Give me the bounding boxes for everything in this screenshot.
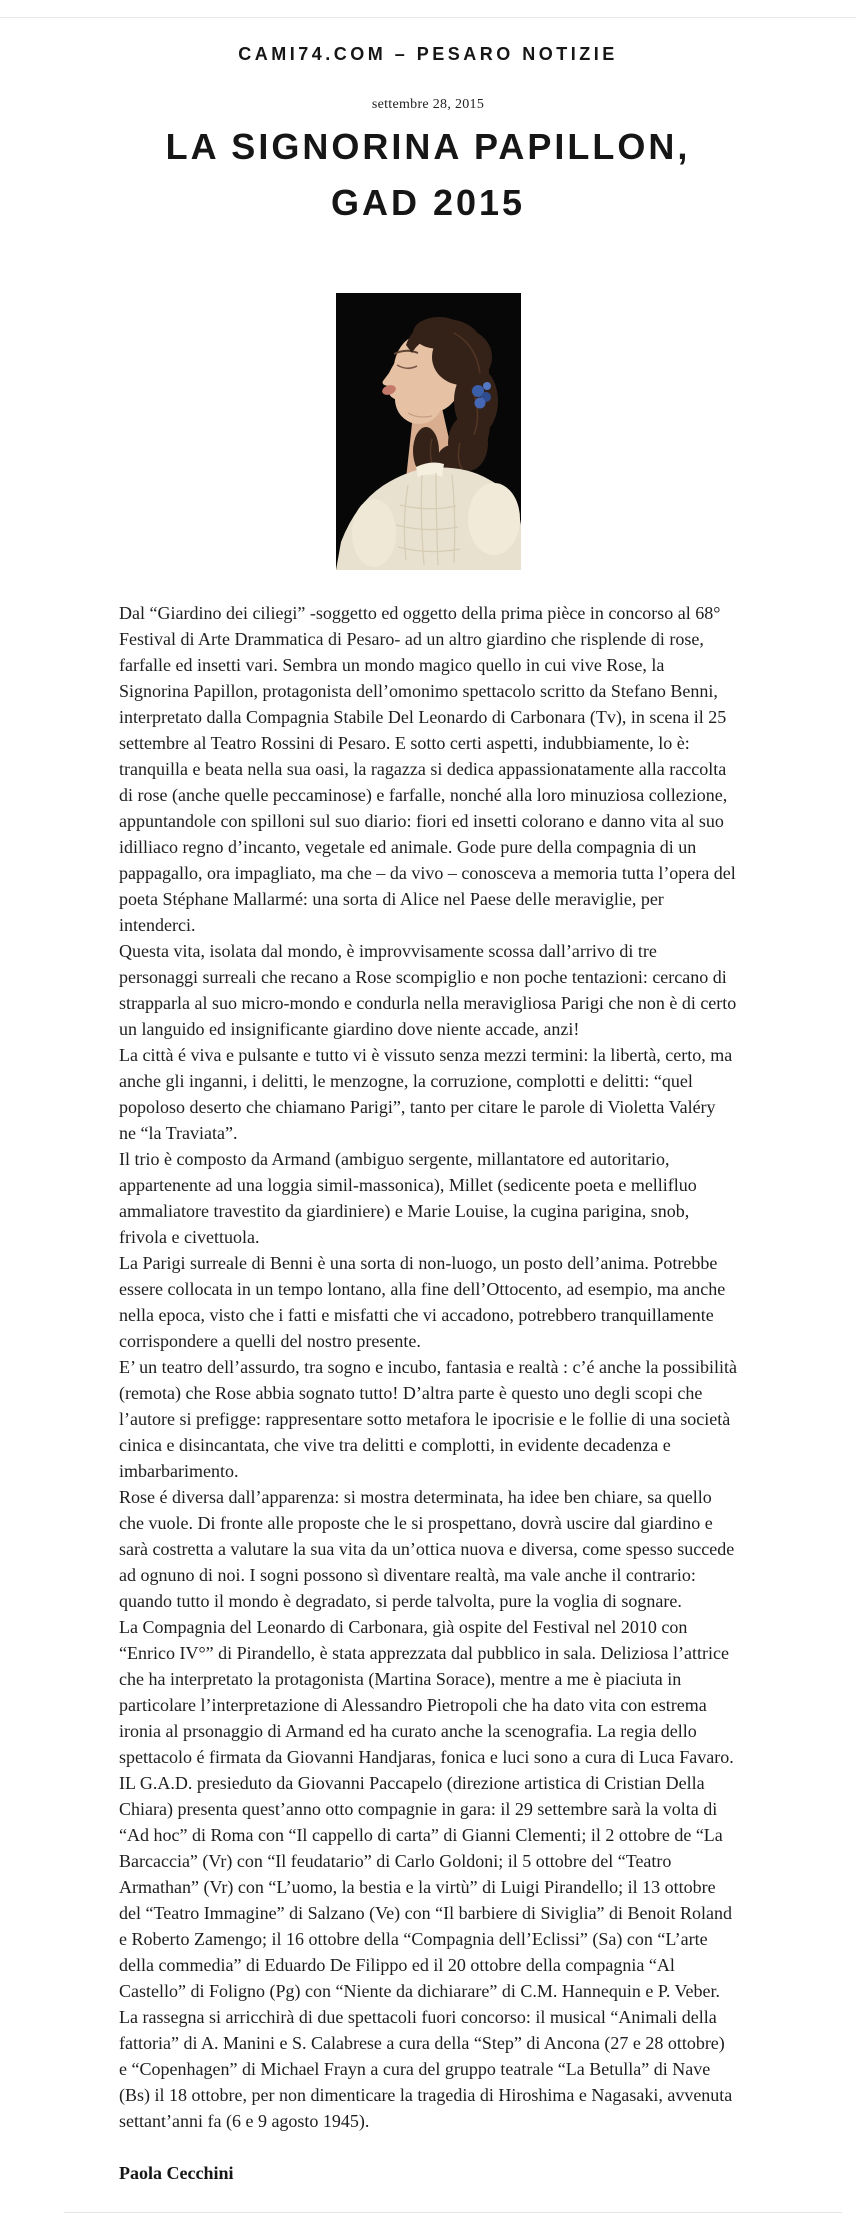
article-paragraph: La Parigi surreale di Benni è una sorta di non-luogo, un posto dell’anima. Potrebbe essere collocata in un tempo lontano, alla fine dell’Ottocento, ad esempio, ma anche nella epoca, visto che i fatti e misfatti che vi accadono, potrebbero tranquillamente corrispondere a quelli del nostro presente. [119,1252,726,1351]
post-title-line-2: GAD 2015 [330,181,526,223]
site-title-link[interactable]: CAMI74.COM – PESARO NOTIZIE [238,44,618,64]
article-paragraph: IL G.A.D. presieduto da Giovanni Paccapelo (direzione artistica di Cristian Della Chiara) presenta quest’anno otto compagnie in gara: il 29 settembre sarà la volta di “Ad hoc” di Roma con “Il cappello di carta” di Gianni Clementi; il 2 ottobre de “La Barcaccia” (Vr) con “Il feudatario” di Carlo Goldoni; il 5 ottobre del “Teatro Armathan” (Vr) con “L’uomo, la bestia e la virtù” di Luigi Pirandello; il 13 ottobre del “Teatro Immagine” di Salzano (Ve) con “Il barbiere di Siviglia” di Benoit Roland e Roberto Zamengo; il 16 ottobre della “Compagnia dell’Eclissi” (Sa) con “L’arte della commedia” di Eduardo De Filippo ed il 20 ottobre della compagnia “Al Castello” di Foligno (Pg) con “Niente da dichiarare” di C.M. Hannequin e P. Veber. [119,1772,733,2001]
site-header [0,44,856,65]
post-title [98,119,758,231]
featured-image[interactable] [0,293,856,570]
article-paragraph: Il trio è composto da Armand (ambiguo sergente, millantatore ed autoritario, appartenente ad una loggia simil-massonica), Millet (sedicente poeta e mellifluo ammaliatore travestito da giardiniere) e Marie Louise, la cugina parigina, snob, frivola e civettuola. [119,1148,697,1247]
article-paragraph: Rose é diversa dall’apparenza: si mostra determinata, ha idee ben chiare, sa quello che vuole. Di fronte alle proposte che le si prospettano, dovrà uscire dal giardino e sarà costretta a valutare la sua vita da un’ottica nuova e diversa, come spesso succede ad ognuno di noi. I sogni possono sì diventare realtà, ma vale anche il contrario: quando tutto il mondo è degradato, si perde talvolta, pure la voglia di sognare. [119,1486,735,1611]
article-paragraph: La città é viva e pulsante e tutto vi è vissuto senza mezzi termini: la libertà, certo, ma anche gli inganni, i delitti, le menzogne, la corruzione, complotti e delitti: “quel popoloso deserto che chiamano Parigi”, tanto per citare le parole di Violetta Valéry ne “la Traviata”. [119,1044,733,1143]
article-body [119,600,737,2134]
article-paragraph: La Compagnia del Leonardo di Carbonara, già ospite del Festival nel 2010 con “Enrico IV°” di Pirandello, è stata apprezzata dal pubblico in sala. Deliziosa l’attrice che ha interpretato la protagonista (Martina Sorace), mentre a me è piaciuta in particolare l’interpretazione di Alessandro Pietropoli che ha dato vita con estrema ironia al prsonaggio di Armand ed ha curato anche la scenografia. La regia dello spettacolo é firmata da Giovanni Handjaras, fonica e luci sono a cura di Luca Favaro. [119,1616,734,1767]
post-date: settembre 28, 2015 [371,97,485,112]
article-paragraph: Dal “Giardino dei ciliegi” -soggetto ed oggetto della prima pièce in concorso al 68° Festival di Arte Drammatica di Pesaro- ad un altro giardino che risplende di rose, farfalle ed insetti vari. Sembra un mondo magico quello in cui vive Rose, la Signorina Papillon, protagonista dell’omonimo spettacolo scritto da Stefano Benni, interpretato dalla Compagnia Stabile Del Leonardo di Carbonara (Tv), in scena il 25 settembre al Teatro Rossini di Pesaro. E sotto certi aspetti, indubbiamente, lo è: tranquilla e beata nella sua oasi, la ragazza si dedica appassionatamente alla raccolta di rose (anche quelle peccaminose) e farfalle, nonché alla loro minuziosa collezione, appuntandole con spilloni sul suo diario: fiori ed insetti colorano e danno vita al suo idilliaco regno d’incanto, vegetale ed animale. Gode pure della compagnia di un pappagallo, ora impagliato, ma che – da vivo – conosceva a memoria tutta l’opera del poeta Stéphane Mallarmé: una sorta di Alice nel Paese delle meraviglie, per intenderci. [119,602,736,935]
article-paragraph: Questa vita, isolata dal mondo, è improvvisamente scossa dall’arrivo di tre personaggi surreali che recano a Rose scompiglio e non poche tentazioni: cercano di strapparla al suo micro-mondo e condurla nella meravigliosa Parigi che non è di certo un languido ed insignificante giardino dove niente accade, anzi! [119,940,737,1039]
article-paragraph: E’ un teatro dell’assurdo, tra sogno e incubo, fantasia e realtà : c’é anche la possibilità (remota) che Rose abbia sognato tutto! D’altra parte è questo uno degli scopi che l’autore si prefigge: rappresentare sotto metafora le ipocrisie e le follie di una società cinica e disincantata, che vive tra delitti e complotti, in evidente decadenza e imbarbarimento. [119,1356,737,1481]
author-byline: Paola Cecchini [119,2162,234,2183]
article-paragraph: La rassegna si arricchirà di due spettacoli fuori concorso: il musical “Animali della fattoria” di A. Manini e S. Calabrese a cura della “Step” di Ancona (27 e 28 ottobre) e “Copenhagen” di Michael Frayn a cura del gruppo teatrale “La Betulla” di Nave (Bs) il 18 ottobre, per non dimenticare la tragedia di Hiroshima e Nagasaki, avvenuta settant’anni fa (6 e 9 agosto 1945). [119,2006,733,2131]
bottom-divider [64,2212,842,2213]
post-title-line-1: LA SIGNORINA PAPILLON, [165,126,691,167]
woman-profile-portrait-image [336,293,521,570]
top-divider [0,0,856,18]
